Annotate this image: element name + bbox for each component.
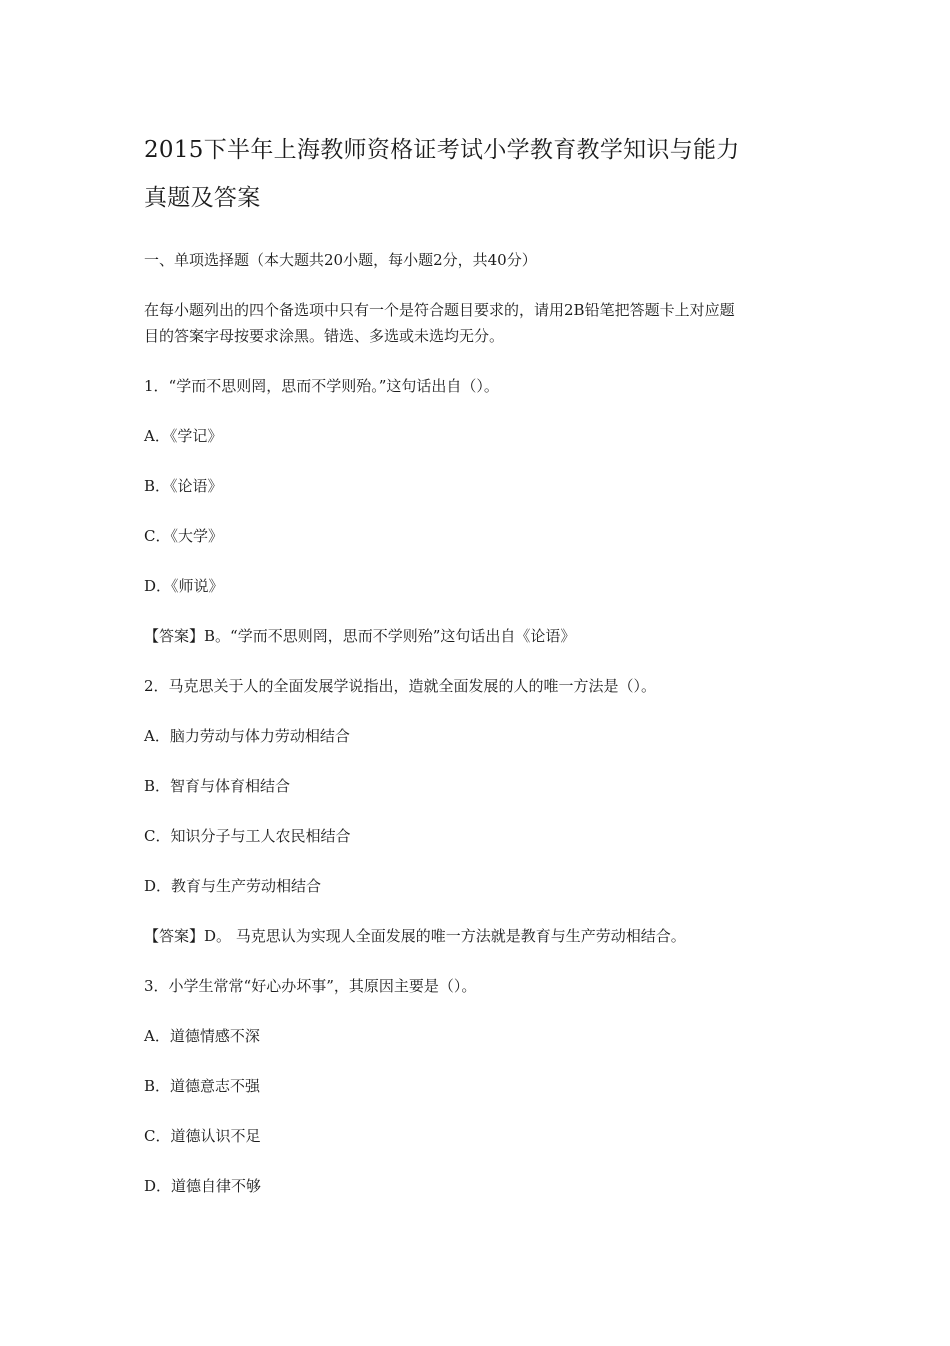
question-1-answer: 【答案】B。“学而不思则罔，思而不学则殆”这句话出自《论语》 — [144, 627, 576, 645]
document-title-line-1: 2015下半年上海教师资格证考试小学教育教学知识与能力 — [144, 137, 740, 163]
question-2-option-d: D．教育与生产劳动相结合 — [144, 877, 322, 895]
question-1-option-d: D．《师说》 — [144, 577, 224, 595]
instructions-line-1: 在每小题列出的四个备选项中只有一个是符合题目要求的，请用2B铅笔把答题卡上对应题 — [144, 301, 735, 319]
question-2-option-a: A．脑力劳动与体力劳动相结合 — [144, 727, 350, 745]
question-3-option-d: D．道德自律不够 — [144, 1177, 262, 1195]
question-2-option-c: C．知识分子与工人农民相结合 — [144, 827, 351, 845]
question-2-stem: 2．马克思关于人的全面发展学说指出，造就全面发展的人的唯一方法是（）。 — [144, 677, 657, 695]
question-2-answer: 【答案】D。 马克思认为实现人全面发展的唯一方法就是教育与生产劳动相结合。 — [144, 927, 686, 945]
question-3-option-a: A．道德情感不深 — [144, 1027, 260, 1045]
section-heading: 一、单项选择题（本大题共20小题，每小题2分，共40分） — [144, 251, 537, 269]
question-1-stem: 1．“学而不思则罔，思而不学则殆。”这句话出自（）。 — [144, 377, 499, 395]
question-1-option-c: C．《大学》 — [144, 527, 223, 545]
question-1-option-b: B．《论语》 — [144, 477, 223, 495]
question-2-option-b: B．智育与体育相结合 — [144, 777, 291, 795]
question-1-option-a: A．《学记》 — [144, 427, 223, 445]
question-3-option-b: B．道德意志不强 — [144, 1077, 261, 1095]
instructions-line-2: 目的答案字母按要求涂黑。错选、多选或未选均无分。 — [144, 327, 505, 345]
question-3-option-c: C．道德认识不足 — [144, 1127, 261, 1145]
question-3-stem: 3．小学生常常“好心办坏事”，其原因主要是（）。 — [144, 977, 477, 995]
document-title-line-2: 真题及答案 — [144, 185, 261, 211]
